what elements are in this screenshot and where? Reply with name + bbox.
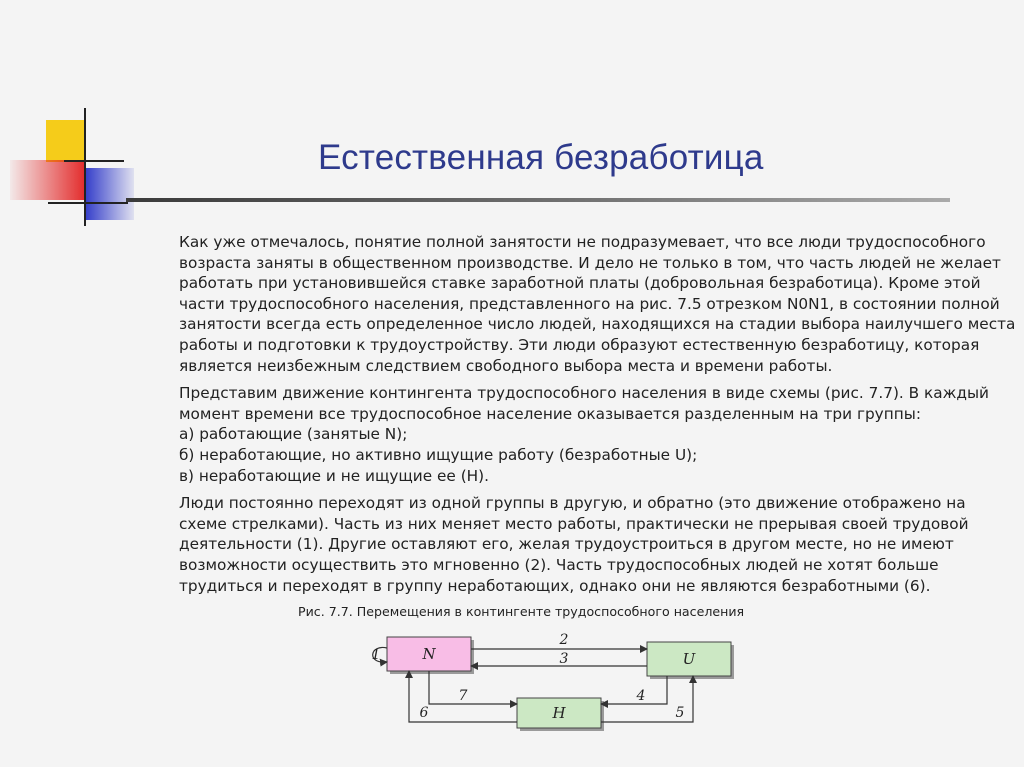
text-line: работать при установившейся ставке заработной платы (добровольная безработица). Кроме этой <box>179 274 981 293</box>
arrow-4-label: 4 <box>636 688 646 704</box>
body-text <box>179 232 1016 603</box>
red-square-decoration <box>10 160 86 200</box>
paragraph <box>179 383 993 486</box>
text-line: работы и подготовки к трудоустройству. Эти люди образуют естественную безработицу, которая <box>179 335 980 354</box>
text-line: Представим движение контингента трудоспособного населения в виде схемы (рис. 7.7). В каждый <box>179 384 989 403</box>
flow-diagram <box>360 628 740 732</box>
paragraph <box>179 493 993 596</box>
node-unemployed-label: U <box>682 650 696 668</box>
arrow-7-label: 7 <box>458 688 468 704</box>
arrow-2-label: 2 <box>559 632 569 648</box>
figure-caption: Рис. 7.7. Перемещения в контингенте трудоспособного населения <box>298 604 745 619</box>
horizontal-line-decoration <box>48 202 128 204</box>
text-line: части трудоспособного населения, представленного на рис. 7.5 отрезком N0N1, в состоянии полной <box>179 294 1000 313</box>
node-not-seeking-label: H <box>552 704 566 722</box>
text-line: деятельности (1). Другие оставляют его, желая трудоустроиться в другом месте, но не имеют <box>179 535 954 554</box>
text-line: в) неработающие и не ищущие ее (H). <box>179 466 490 485</box>
arrow-1-label: 1 <box>371 647 381 663</box>
text-line: момент времени все трудоспособное население оказывается разделенным на три группы: <box>179 404 921 423</box>
blue-square-decoration <box>84 168 134 220</box>
text-line: занятости всегда есть определенное число людей, находящихся на стадии выбора наилучшего места <box>179 315 1016 334</box>
text-line: возраста заняты в общественном производстве. И дело не только в том, что часть людей не желает <box>179 253 1001 272</box>
text-line: Люди постоянно переходят из одной группы в другую, и обратно (это движение отображено на <box>179 494 966 513</box>
vertical-line-decoration <box>84 108 86 226</box>
text-line: Как уже отмечалось, понятие полной занятости не подразумевает, что все люди трудоспособного <box>179 233 986 251</box>
title-underline <box>126 198 950 202</box>
text-line: является неизбежным следствием свободного выбора места и времени работы. <box>179 356 833 375</box>
arrow-6-label: 6 <box>419 705 429 721</box>
text-line: трудиться и переходят в группу неработающих, однако они не являются безработными (6). <box>179 576 931 595</box>
node-employed-label: N <box>422 645 436 663</box>
yellow-square-decoration <box>46 120 86 162</box>
arrow-7 <box>429 671 517 704</box>
text-line: б) неработающие, но активно ищущие работу (безработные U); <box>179 445 698 464</box>
text-line: а) работающие (занятые N); <box>179 425 408 444</box>
paragraph <box>179 232 1016 376</box>
arrow-5-label: 5 <box>675 705 685 721</box>
text-line: схеме стрелками). Часть из них меняет место работы, практически не прерывая своей трудовой <box>179 514 969 533</box>
horizontal-line-decoration <box>64 160 124 162</box>
arrow-4 <box>601 676 667 704</box>
text-line: возможности осуществить это мгновенно (2). Часть трудоспособных людей не хотят больше <box>179 555 939 574</box>
arrow-3-label: 3 <box>559 651 569 667</box>
slide-title: Естественная безработица <box>318 138 764 177</box>
